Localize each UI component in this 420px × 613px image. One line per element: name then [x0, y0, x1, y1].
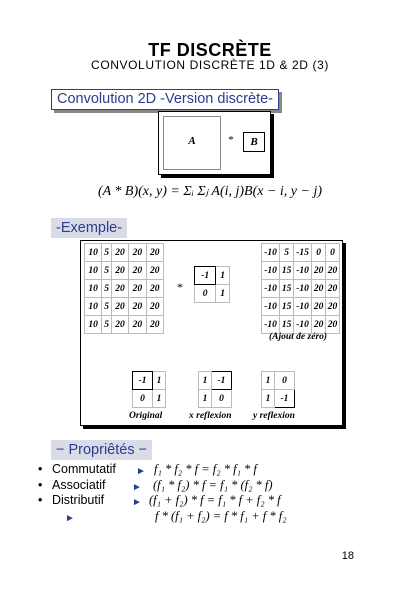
variant-caption: x reflexion	[189, 411, 232, 421]
result-cell: 15	[280, 298, 294, 316]
bullet: •	[38, 477, 43, 492]
result-cell: -10	[262, 262, 280, 280]
result-cell: 15	[280, 316, 294, 334]
matrix-a-box	[163, 116, 221, 170]
variant-cell: 0	[274, 372, 294, 390]
matrix-cell: 20	[129, 298, 146, 316]
list-item	[38, 509, 378, 525]
result-cell: 20	[312, 262, 326, 280]
matrix-cell: 20	[111, 298, 128, 316]
variant-cell: 1	[153, 372, 166, 390]
page-subtitle: CONVOLUTION DISCRÈTE 1D & 2D (3)	[91, 58, 329, 72]
variant-y-reflexion	[261, 371, 295, 408]
matrix-cell: 20	[111, 316, 128, 334]
result-cell: 15	[280, 280, 294, 298]
variant-x-reflexion	[198, 371, 232, 408]
variant-cell: 1	[262, 390, 275, 408]
property-name: Commutatif	[52, 462, 116, 476]
matrix-cell: 20	[146, 262, 163, 280]
result-cell: 5	[280, 244, 294, 262]
result-cell: -10	[262, 316, 280, 334]
example-operator: *	[177, 280, 183, 294]
result-cell: -10	[294, 316, 312, 334]
property-equation: (f₁ * f₂) * f = f₁ * (f₂ * f)	[153, 477, 273, 492]
property-name: Distributif	[52, 493, 105, 507]
result-cell: 20	[326, 316, 340, 334]
section-heading-properties: − Propriêtés −	[51, 440, 152, 460]
matrix-cell: 20	[146, 316, 163, 334]
matrix-cell: 20	[129, 316, 146, 334]
property-equation: f₁ * f₂ * f = f₂ * f₁ * f	[154, 462, 257, 476]
matrix-cell: 20	[146, 244, 163, 262]
kernel-matrix	[194, 266, 230, 303]
variant-cell: 0	[133, 390, 153, 408]
kernel-cell: 1	[216, 267, 230, 285]
result-matrix	[261, 243, 340, 334]
arrow-icon: ►	[65, 512, 75, 524]
kernel-cell: 1	[216, 285, 230, 303]
page-title: TF DISCRÈTE	[148, 40, 272, 60]
arrow-icon: ►	[132, 481, 142, 493]
result-cell: -10	[262, 280, 280, 298]
matrix-cell: 10	[85, 298, 102, 316]
bullet: •	[38, 462, 43, 476]
result-cell: 20	[326, 298, 340, 316]
matrix-cell: 20	[129, 262, 146, 280]
matrix-cell: 20	[111, 262, 128, 280]
property-equation: f * (f₁ + f₂) = f * f₁ + f * f₂	[155, 508, 287, 523]
kernel-cell: 0	[195, 285, 216, 303]
variant-cell: 1	[199, 390, 212, 408]
variant-cell: 1	[262, 372, 275, 390]
result-cell: 0	[326, 244, 340, 262]
section-heading-example: -Exemple-	[51, 218, 127, 238]
list-item	[38, 478, 378, 494]
result-cell: 20	[326, 280, 340, 298]
matrix-cell: 20	[129, 244, 146, 262]
matrix-cell: 5	[102, 280, 112, 298]
matrix-cell: 20	[129, 280, 146, 298]
bullet: •	[38, 493, 43, 507]
result-cell: -10	[262, 298, 280, 316]
result-cell: 15	[280, 262, 294, 280]
matrix-cell: 20	[111, 280, 128, 298]
variant-cell: 1	[199, 372, 212, 390]
variant-original	[132, 371, 166, 408]
section-heading-convolution: Convolution 2D -Version discrète-	[51, 89, 279, 110]
matrix-b-label: B	[250, 136, 258, 148]
matrix-cell: 10	[85, 316, 102, 334]
result-cell: 20	[326, 262, 340, 280]
result-cell: -10	[294, 262, 312, 280]
properties-list	[38, 462, 378, 524]
variant-cell: -1	[133, 372, 153, 390]
property-equation: (f₁ + f₂) * f = f₁ * f + f₂ * f	[149, 493, 281, 507]
result-cell: 20	[312, 316, 326, 334]
variant-cell: 0	[211, 390, 231, 408]
matrix-cell: 20	[146, 280, 163, 298]
variant-caption: Original	[129, 411, 163, 421]
matrix-cell: 10	[85, 262, 102, 280]
arrow-icon: ►	[136, 466, 146, 477]
variant-cell: -1	[274, 390, 294, 408]
result-cell: 20	[312, 298, 326, 316]
matrix-a-label: A	[188, 135, 196, 147]
matrix-cell: 20	[146, 298, 163, 316]
result-cell: -10	[294, 298, 312, 316]
variant-caption: y reflexion	[253, 411, 295, 421]
convolution-formula: (A * B)(x, y) = Σᵢ Σⱼ A(i, j)B(x − i, y − j)	[97, 184, 323, 199]
convolution-diagram	[158, 111, 271, 175]
list-item	[38, 462, 378, 478]
example-panel	[80, 240, 343, 426]
input-matrix	[84, 243, 164, 334]
kernel-cell-origin: -1	[195, 267, 216, 285]
result-cell: 0	[312, 244, 326, 262]
result-cell: -10	[294, 280, 312, 298]
matrix-cell: 10	[85, 280, 102, 298]
matrix-cell: 5	[102, 298, 112, 316]
matrix-cell: 5	[102, 262, 112, 280]
result-cell: -15	[294, 244, 312, 262]
page-number: 18	[341, 550, 354, 562]
matrix-cell: 5	[102, 316, 112, 334]
variant-cell: 1	[153, 390, 166, 408]
arrow-icon: ►	[132, 497, 142, 508]
property-name: Associatif	[52, 477, 106, 492]
matrix-cell: 20	[111, 244, 128, 262]
variant-cell: -1	[211, 372, 231, 390]
result-cell: 20	[312, 280, 326, 298]
matrix-b-box	[243, 132, 265, 152]
matrix-cell: 10	[85, 244, 102, 262]
diagram-operator: *	[228, 134, 234, 146]
list-item	[38, 493, 378, 509]
matrix-cell: 5	[102, 244, 112, 262]
result-cell: -10	[262, 244, 280, 262]
zero-padding-note: (Ajout de zéro)	[269, 332, 328, 342]
